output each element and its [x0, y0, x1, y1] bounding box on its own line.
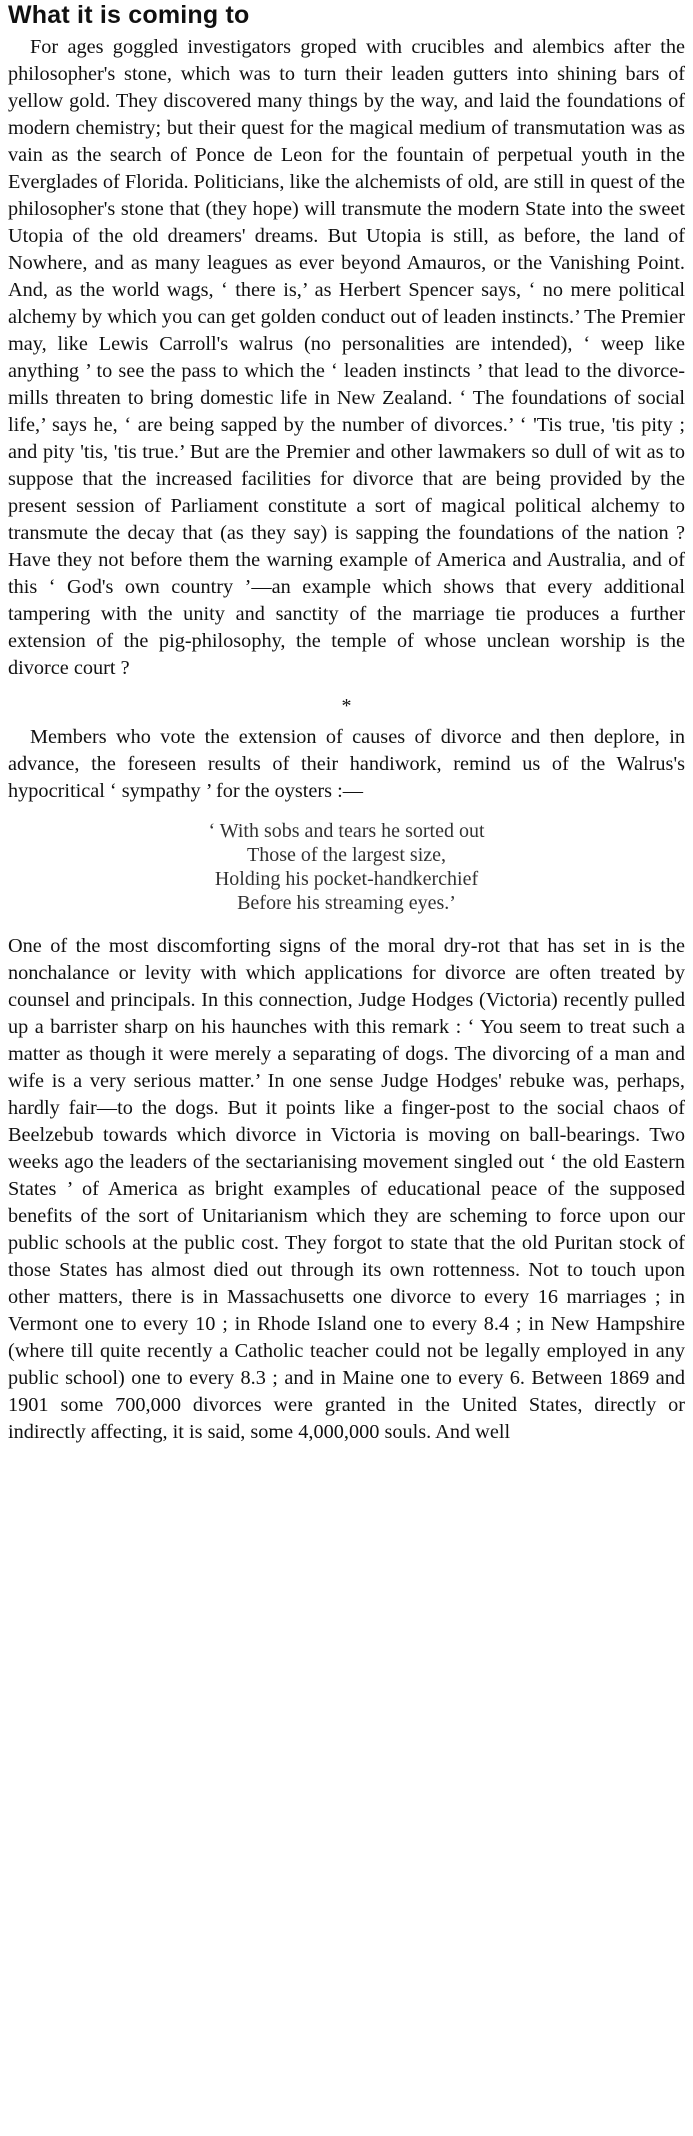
paragraph-1: For ages goggled investigators groped with crucibles and alembics after the philosopher's stone, which was to turn their leaden gutters into shining bars of yellow gold. They discovered many things by the way, and laid the foundations of modern chemistry; but their quest for the magical medium of transmutation was as vain as the search of Ponce de Leon for the fountain of perpetual youth in the Everglades of Florida. Politicians, like the alchemists of old, are still in quest of the philosopher's stone that (they hope) will transmute the modern State into the sweet Utopia of the old dreamers' dreams. But Utopia is still, as before, the land of Nowhere, and as many leagues as ever beyond Amauros, or the Vanishing Point. And, as the world wags, ‘ there is,’ as Herbert Spencer says, ‘ no mere political alchemy by which you can get golden conduct out of leaden instincts.’ The Premier may, like Lewis Carroll's walrus (no personalities are intended), ‘ weep like anything ’ to see the pass to which the ‘ leaden instincts ’ that lead to the divorce-mills threaten to bring domestic life in New Zealand. ‘ The foundations of social life,’ says he, ‘ are being sapped by the number of divorces.’ ‘ 'Tis true, 'tis pity ; and pity 'tis, 'tis true.’ But are the Premier and other lawmakers so dull of wit as to suppose that the increased facilities for divorce that are being provided by the present session of Parliament constitute a sort of magical political alchemy to transmute the decay that (as they say) is sapping the foundations of the nation ? Have they not before them the warning example of America and Australia, and of this ‘ God's own country ’—an example which shows that every additional tampering with the unity and sanctity of the marriage tie produces a further extension of the pig-philosophy, the temple of whose unclean worship is the divorce court ? [8, 36, 685, 679]
paragraph-2: Members who vote the extension of causes of divorce and then deplore, in advance, the foreseen results of their handiwork, remind us of the Walrus's hypocritical ‘ sympathy ’ for the oysters :— [8, 726, 685, 802]
section-break-asterisk: * [341, 695, 352, 717]
verse-line-4: Before his streaming eyes.’ [237, 892, 456, 914]
verse-line-2: Those of the largest size, [246, 844, 446, 866]
verse-quotation [8, 819, 685, 915]
article-headline: What it is coming to [8, 1, 250, 29]
verse-line-1: ‘ With sobs and tears he sorted out [208, 820, 485, 842]
paragraph-3: One of the most discomforting signs of the moral dry-rot that has set in is the nonchalance or levity with which applications for divorce are often treated by counsel and principals. In this connection, Judge Hodges (Victoria) recently pulled up a barrister sharp on his haunches with this remark : ‘ You seem to treat such a matter as though it were merely a separating of dogs. The divorcing of a man and wife is a very serious matter.’ In one sense Judge Hodges' rebuke was, perhaps, hardly fair—to the dogs. But it points like a finger-post to the social chaos of Beelzebub towards which divorce in Victoria is moving on ball-bearings. Two weeks ago the leaders of the sectarianising movement singled out ‘ the old Eastern States ’ of America as bright examples of educational peace of the supposed benefits of the sort of Unitarianism which they are scheming to force upon our public schools at the public cost. They forgot to state that the old Puritan stock of those States has almost died out through its own rottenness. Not to touch upon other matters, there is in Massachusetts one divorce to every 16 marriages ; in Vermont one to every 10 ; in Rhode Island one to every 8.4 ; in New Hampshire (where till quite recently a Catholic teacher could not be legally employed in any public school) one to every 8.3 ; and in Maine one to every 6. Between 1869 and 1901 some 700,000 divorces were granted in the United States, directly or indirectly affecting, it is said, some 4,000,000 souls. And well [8, 935, 685, 1443]
verse-line-3: Holding his pocket-handkerchief [214, 868, 479, 890]
